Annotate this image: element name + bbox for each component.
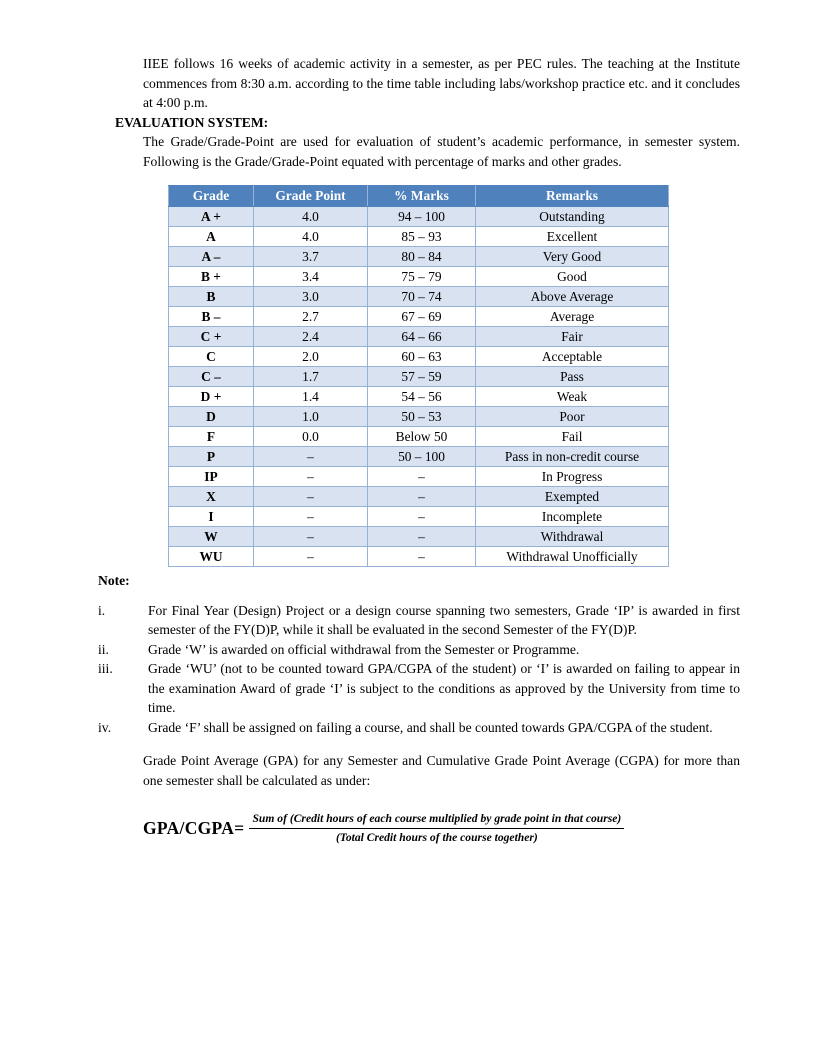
- grade-table-cell: 67 – 69: [368, 307, 476, 327]
- grade-table-cell: 1.0: [254, 407, 368, 427]
- grade-table-cell: Withdrawal Unofficially: [476, 547, 669, 567]
- grade-table-cell: Average: [476, 307, 669, 327]
- grade-table-cell: P: [169, 447, 254, 467]
- note-item-numeral: ii.: [98, 641, 109, 657]
- grade-table-cell: 3.4: [254, 267, 368, 287]
- formula-fraction: [249, 812, 624, 845]
- grade-table-cell: –: [254, 507, 368, 527]
- grade-table-cell: In Progress: [476, 467, 669, 487]
- note-item-text: For Final Year (Design) Project or a design course spanning two semesters, Grade ‘IP’ is awarded in first semester of the FY(D)P, while it shall be evaluated in the second Semester of the FY(D)P.: [148, 602, 740, 637]
- grade-table-row: [169, 207, 669, 227]
- grade-table-cell: –: [368, 527, 476, 547]
- grade-table-row: [169, 347, 669, 367]
- note-item: [98, 640, 740, 660]
- grade-table-row: [169, 547, 669, 567]
- grade-table-cell: Fair: [476, 327, 669, 347]
- grade-table-cell: Pass in non-credit course: [476, 447, 669, 467]
- grade-table-cell: Acceptable: [476, 347, 669, 367]
- grade-table-cell: 1.4: [254, 387, 368, 407]
- section-intro-paragraph: The Grade/Grade-Point are used for evaluation of student’s academic performance, in semester system. Following is the Grade/Grade-Point equated with percentage of marks and other grades.: [143, 134, 740, 169]
- grade-table-cell: B: [169, 287, 254, 307]
- grade-table-cell: 75 – 79: [368, 267, 476, 287]
- grade-table-head: [169, 186, 669, 207]
- grade-table-row: [169, 327, 669, 347]
- grade-table-cell: WU: [169, 547, 254, 567]
- grade-table-cell: 50 – 100: [368, 447, 476, 467]
- grade-table-cell: C –: [169, 367, 254, 387]
- notes-list: [98, 601, 740, 738]
- grade-table-cell: 80 – 84: [368, 247, 476, 267]
- formula-numerator: Sum of (Credit hours of each course multiplied by grade point in that course): [249, 812, 624, 829]
- grade-table: [168, 185, 669, 567]
- grade-table-cell: Outstanding: [476, 207, 669, 227]
- grade-table-row: [169, 287, 669, 307]
- note-item-numeral: iv.: [98, 719, 112, 735]
- note-item-numeral: i.: [98, 602, 106, 618]
- grade-table-cell: Very Good: [476, 247, 669, 267]
- grade-table-cell: 1.7: [254, 367, 368, 387]
- grade-table-cell: –: [254, 547, 368, 567]
- grade-table-cell: Pass: [476, 367, 669, 387]
- grade-table-row: [169, 227, 669, 247]
- grade-table-cell: Exempted: [476, 487, 669, 507]
- grade-table-cell: A: [169, 227, 254, 247]
- grade-table-cell: Weak: [476, 387, 669, 407]
- grade-table-cell: 54 – 56: [368, 387, 476, 407]
- grade-table-row: [169, 527, 669, 547]
- header-cell-grade-point: Grade Point: [254, 186, 368, 207]
- grade-table-row: [169, 447, 669, 467]
- grade-table-cell: –: [368, 487, 476, 507]
- grade-table-cell: Fail: [476, 427, 669, 447]
- grade-table-row: [169, 367, 669, 387]
- grade-table-cell: 2.4: [254, 327, 368, 347]
- gpa-formula: [143, 812, 740, 845]
- grade-table-cell: –: [368, 547, 476, 567]
- note-item-text: Grade ‘W’ is awarded on official withdrawal from the Semester or Programme.: [148, 641, 580, 657]
- grade-table-cell: –: [368, 467, 476, 487]
- grade-table-cell: Poor: [476, 407, 669, 427]
- grade-table-cell: B +: [169, 267, 254, 287]
- grade-table-cell: Below 50: [368, 427, 476, 447]
- formula-label: GPA/CGPA=: [143, 817, 245, 838]
- grade-table-cell: Above Average: [476, 287, 669, 307]
- grade-table-row: [169, 307, 669, 327]
- grade-table-cell: W: [169, 527, 254, 547]
- formula-denominator: (Total Credit hours of the course together): [335, 831, 538, 844]
- grade-table-cell: –: [254, 527, 368, 547]
- note-item-text: Grade ‘F’ shall be assigned on failing a course, and shall be counted towards GPA/CGPA of the student.: [148, 719, 713, 735]
- grade-table-cell: X: [169, 487, 254, 507]
- grade-table-row: [169, 507, 669, 527]
- grade-table-cell: IP: [169, 467, 254, 487]
- grade-table-cell: C +: [169, 327, 254, 347]
- grade-table-cell: 64 – 66: [368, 327, 476, 347]
- grade-table-cell: 50 – 53: [368, 407, 476, 427]
- grade-table-cell: C: [169, 347, 254, 367]
- grade-table-cell: –: [254, 467, 368, 487]
- grade-table-cell: 57 – 59: [368, 367, 476, 387]
- grade-table-row: [169, 247, 669, 267]
- grade-table-cell: 60 – 63: [368, 347, 476, 367]
- grade-table-cell: Incomplete: [476, 507, 669, 527]
- grade-table-cell: 0.0: [254, 427, 368, 447]
- note-item-numeral: iii.: [98, 661, 113, 676]
- grade-table-cell: Excellent: [476, 227, 669, 247]
- notes-label: Note:: [98, 573, 130, 588]
- grade-table-cell: 4.0: [254, 207, 368, 227]
- grade-table-cell: 2.7: [254, 307, 368, 327]
- grade-table-row: [169, 407, 669, 427]
- grade-table-cell: 3.7: [254, 247, 368, 267]
- grade-table-cell: A –: [169, 247, 254, 267]
- grade-table-cell: Withdrawal: [476, 527, 669, 547]
- grade-table-cell: 2.0: [254, 347, 368, 367]
- grade-table-row: [169, 427, 669, 447]
- grade-table-header-row: [169, 186, 669, 207]
- note-item: [98, 601, 740, 640]
- grade-table-cell: Good: [476, 267, 669, 287]
- grade-table-cell: –: [254, 447, 368, 467]
- grade-table-cell: A +: [169, 207, 254, 227]
- grade-table-row: [169, 467, 669, 487]
- grade-table-row: [169, 267, 669, 287]
- grade-table-body: [169, 207, 669, 567]
- grade-table-row: [169, 487, 669, 507]
- grade-table-cell: I: [169, 507, 254, 527]
- grade-table-cell: 70 – 74: [368, 287, 476, 307]
- grade-table-cell: B –: [169, 307, 254, 327]
- intro-paragraph: IIEE follows 16 weeks of academic activity in a semester, as per PEC rules. The teaching at the Institute commences from 8:30 a.m. according to the time table including labs/workshop practice etc. and it concludes at 4:00 p.m.: [143, 56, 740, 110]
- grade-table-row: [169, 387, 669, 407]
- header-cell-remarks: Remarks: [476, 186, 669, 207]
- grade-table-cell: 4.0: [254, 227, 368, 247]
- grade-table-cell: 94 – 100: [368, 207, 476, 227]
- header-cell-grade: Grade: [169, 186, 254, 207]
- section-heading: EVALUATION SYSTEM:: [115, 114, 269, 130]
- note-item-text: Grade ‘WU’ (not to be counted toward GPA/CGPA of the student) or ‘I’ is awarded on failing to appear in the examination Award of grade ‘I’ is subject to the conditions as approved by the University from time to time.: [148, 661, 740, 715]
- grade-table-cell: –: [254, 487, 368, 507]
- grade-table-cell: D: [169, 407, 254, 427]
- header-cell-marks: % Marks: [368, 186, 476, 207]
- gpa-paragraph: Grade Point Average (GPA) for any Semester and Cumulative Grade Point Average (CGPA) for more than one semester shall be calculated as under:: [143, 753, 740, 788]
- note-item: [98, 659, 740, 718]
- grade-table-cell: 85 – 93: [368, 227, 476, 247]
- grade-table-cell: 3.0: [254, 287, 368, 307]
- grade-table-cell: F: [169, 427, 254, 447]
- grade-table-cell: –: [368, 507, 476, 527]
- grade-table-cell: D +: [169, 387, 254, 407]
- note-item: [98, 718, 740, 738]
